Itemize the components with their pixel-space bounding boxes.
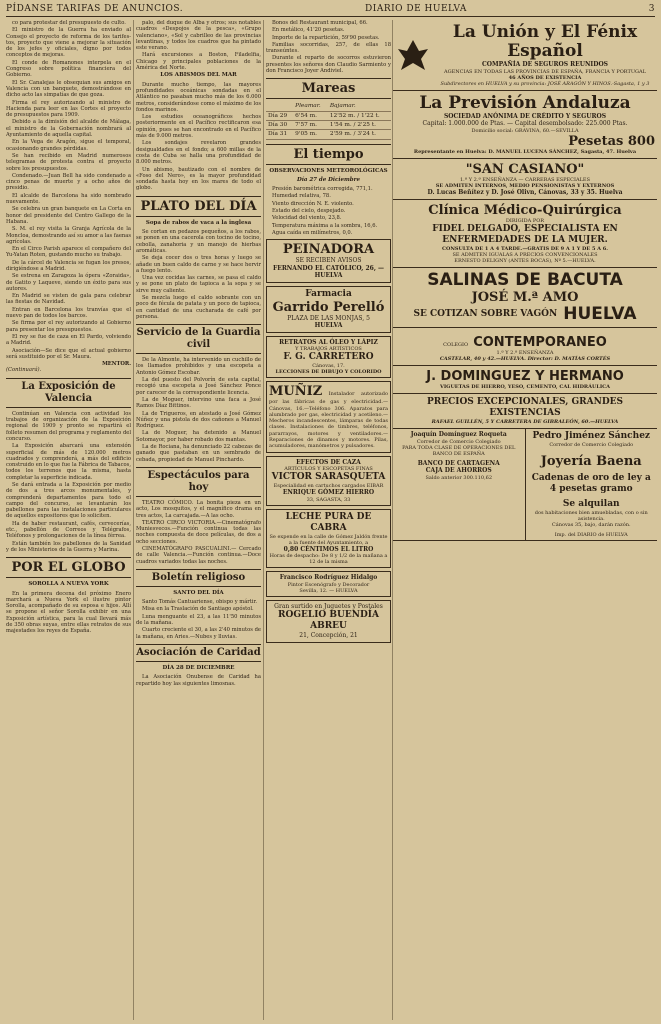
ad-title: PRECIOS EXCEPCIONALES, GRANDES EXISTENCIAS xyxy=(426,397,624,418)
ad-union-fenix xyxy=(393,20,657,91)
ad-line: LECCIONES DE DIBUJO Y COLORIDO xyxy=(275,369,382,376)
ad-salinas xyxy=(393,268,657,328)
ad-line: PARA TODA CLASE DE OPERACIONES DEL BANCO DE ESPAÑA xyxy=(402,444,516,457)
tides-header-row xyxy=(266,102,391,111)
paragraph: co para protestar del presupuesto de culto. xyxy=(12,20,126,26)
paragraph: El Sr. Canalejas le obsequian sus amigos en Valencia con un banquete, demostrándose en dicho acto las simpatías de que goza. xyxy=(6,79,131,99)
tide-cell: 6'54 m. xyxy=(293,111,328,120)
section-subtitle: Sopa de rabos de vaca a la inglesa xyxy=(145,219,252,226)
section-title: La Exposición de Valencia xyxy=(6,378,131,408)
section-title: POR EL GLOBO xyxy=(6,557,131,578)
paragraph: Debido a la dimisión del alcalde de Málaga, el ministro de la Gobernación nombrará al Ayuntamiento de aquella capital. xyxy=(6,119,131,139)
section-text xyxy=(136,500,261,565)
paragraph: Se dará entrada a la Exposición por medio de dos a tres arcos monumentales, y comprenderá departamentos para todo el campo del concurso, se levantarán los pabellones para las instalaciones particulares de aquellos expositores que lo soliciten. xyxy=(6,482,131,520)
paragraph: La de Rociana, ha denunciado 22 cabezas de ganado que pastaban en un sembrado de cebada, propiedad de Manuel Pinchardo. xyxy=(136,444,261,463)
section-title: Espectáculos para hoy xyxy=(136,467,261,497)
ad-line: Domicilio social: GRAVINA, 60.—SEVILLA xyxy=(471,127,579,134)
ad-title: MUÑIZ xyxy=(269,384,323,400)
ad-price: Pesetas 800 xyxy=(568,133,655,149)
section-text xyxy=(136,599,261,640)
paragraph: palo, del duque de Alba y otros; sus notables cuadros «Despojos de la pesca», «Grupo valenciano», «Sol y cabrilleo de las provincias levantinas, y todos los cuadros que ha pintado este verano. xyxy=(136,20,261,52)
paragraph: Durante el reparto de socorros estuvieron presentes los señores don Claudio Sarmiento y don Francisco Joyer Andiviel. xyxy=(266,55,391,75)
paragraph: Se celebra un gran banquete en La Corta en honor del presidente del Centro Gallego de la Habana. xyxy=(6,206,131,225)
ad-address: PLAZA DE LAS MONJAS, 5 xyxy=(287,314,370,322)
column-3 xyxy=(266,20,391,1020)
paragraph: En el Circo Parish aparece el compañero del Yu-Yatan Roten, gustando mucho su trabajo. xyxy=(6,246,131,259)
ad-subtitle: 1.ª Y 2.ª ENSEÑANZA — CARRERAS ESPECIALES xyxy=(460,176,590,183)
section-title: PLATO DEL DÍA xyxy=(136,196,261,217)
paragraph: La del puesto del Polvorín de esta capital, recogió una escopeta a José Sánchez Ponce por carecer de la correspondiente licencia. xyxy=(136,377,261,396)
paragraph: Luna menguante el 23, a las 11'50 minutos de la mañana. xyxy=(136,613,261,627)
section-text xyxy=(136,82,261,192)
paragraph: En Madrid se visten de gala para celebrar las fiestas de Navidad. xyxy=(6,293,131,306)
ad-title: Joaquín Domínguez Roqueta xyxy=(410,431,507,438)
column-1-paragraphs xyxy=(6,20,131,360)
ad-title: La Previsión Andaluza xyxy=(419,92,631,113)
ad-title: PEINADORA xyxy=(282,242,375,258)
ad-subtitle: CAJA DE AHORROS xyxy=(425,467,492,474)
ad-title: La Unión y El Fénix Español xyxy=(452,22,638,61)
section-subtitle: SANTO DEL DÍA xyxy=(173,589,224,596)
ad-line: Subdirectores en HUELVA y su provincia: JOSÉ ARAGÓN Y HINOS.-Sagasta, 1 y 3 xyxy=(440,80,650,87)
paragraph: Hará excursiones a Boston, Filadelfia, Chicago y principales poblaciones de la América del Norte. xyxy=(136,52,261,72)
paragraph: Se han recibido en Madrid numerosos telegramas de protesta contra el proyecto sobre los presupuestos. xyxy=(6,152,131,172)
tide-cell: 9'05 m. xyxy=(293,130,328,139)
ad-subtitle: DIRIGIDA POR xyxy=(505,218,545,224)
ad-line: D. Lucas Beñítez y D. José Olivn, Cánovas, 33 y 35. Huelva xyxy=(427,188,623,196)
ad-pintor xyxy=(266,571,391,597)
paragraph: Cuarto creciente el 30, a las 2'40 minutos de la mañana, en Aries.—Nubes y lluvias. xyxy=(136,627,261,640)
paragraph: En metálico, 41'20 pesetas. xyxy=(272,27,345,34)
ad-retratos xyxy=(266,336,391,379)
ad-title: LECHE PURA DE CABRA xyxy=(285,511,372,533)
header-title: DIARIO DE HUELVA xyxy=(365,4,467,14)
ad-line: SE RECIBEN AVISOS xyxy=(295,257,362,265)
ad-line: ERNESTO DELIGNY (ANTES BOCAS), Nº 5.—HUELVA. xyxy=(454,258,596,264)
ad-title: Joyería Baena xyxy=(540,454,642,469)
ad-line: SE ADMITEN INTERNOS, MEDIO PENSIONISTAS Y EXTERNOS xyxy=(435,182,615,189)
paragraph: Bonos del Restaurant municipal, 66. xyxy=(272,20,368,26)
ad-price: 0,80 CÉNTIMOS EL LITRO xyxy=(283,545,374,553)
ad-name: Garrido Perelló xyxy=(272,299,385,315)
column-2-paragraphs xyxy=(136,20,261,71)
ad-label: COLEGIO xyxy=(443,342,469,348)
ad-name: ENRIQUE GÓMEZ HIERRO xyxy=(282,489,375,497)
paragraph: CINEMATÓGRAFO PASCUALINI.— Cercado de calle Valencia.—Función continua.—Doce cuadros variados todas las noches. xyxy=(136,546,261,565)
ad-column xyxy=(393,20,657,1022)
ad-title: RETRATOS AL ÓLEO Y LÁPIZ xyxy=(279,338,378,346)
signature: MENTOR. xyxy=(102,361,131,368)
section-subtitle: LOS ABISMOS DEL MAR xyxy=(160,72,237,79)
paragraph: Familias socorridas, 257, de ellas 18 transeúntes. xyxy=(266,41,391,55)
paragraph: El ministro de la Guerra ha enviado al Consejo el proyecto de reforma de los tarifes-tos, proyecto que viene a mejorar la situación de los jefes y oficiales, digno por todos conceptos de mejoras. xyxy=(6,27,131,59)
ad-title: Farmacia xyxy=(305,288,352,299)
paragraph: El alcalde de Barcelona ha sido nombrado nuevamente. xyxy=(6,192,131,206)
ad-text: Instalador autorizado por las fábricas de gas y electricidad.—Cánovas, 16.—Teléfono 306. Aparatos para alumbrado por gas, electricidad y acetileno.—Mecheros incandescentes, lámparas de todas clases. Instalaciones de timbres, teléfonos, pararrayos, motores y ventiladores.—Reparaciones de dinamos y motores. Pilas, acumuladores, manómetros y pulsadores. xyxy=(269,391,388,450)
ad-title: Pedro Jiménez Sánchez xyxy=(532,431,651,441)
paragraph: El conde de Romanones interpela en el Congreso sobre política financiera del Gobierno. xyxy=(6,59,131,79)
tide-cell: 1'54 m. / 2'25 t. xyxy=(328,120,391,129)
section-text xyxy=(136,357,261,463)
paragraph: Condenado.—Juan Bell ha sido condenado a cinco penas de muerte y a ocho años de presidio. xyxy=(6,172,131,192)
paragraph: Asociación—Se dice que el actual gobierno será sustituido por el Sr. Maura. xyxy=(6,347,131,360)
ad-line: VIGUETAS DE HIERRO, YESO, CEMENTO, CAL HIDRÁULICA xyxy=(439,384,611,390)
ad-title: SALINAS DE BACUTA xyxy=(427,270,623,290)
paragraph: Una vez cocidas las carnes, se pasa el caldo y se pone un plato de tapioca a la sopa y se sirve muy caliente. xyxy=(136,275,261,294)
column-1 xyxy=(6,20,131,1020)
paragraph: Los estudios oceanográficos hechos posteriormente en el Pacífico rectificaron esa opinión, pues se han encontrado en el Pacífico más de 9.000 metros. xyxy=(136,114,261,140)
paragraph: Se mezcla luego el caldo sobrante con un poco de fécula de patata y un poco de tapioca, en cantidad de una cucharada de café por persona. xyxy=(136,294,261,320)
ad-line: FIDEL DELGADO, ESPECIALISTA EN ENFERMEDADES DE LA MUJER. xyxy=(432,224,618,245)
ad-line: Especialidad en cartuchos cargados EIBAR xyxy=(273,483,384,490)
ad-name: ROGELIO BUENDÍA ABREU xyxy=(278,610,379,632)
paragraph: La de Moguer, intervino una faca a José Ramos Díaz Bittinos. xyxy=(136,396,261,410)
ad-line: AGENCIAS EN TODAS LAS PROVINCIAS DE ESPAÑA, FRANCIA Y PORTUGAL xyxy=(444,68,646,75)
ad-precios xyxy=(393,394,657,429)
section-title: El tiempo xyxy=(266,144,391,165)
ad-subtitle: SOCIEDAD ANÓNIMA DE CRÉDITO Y SEGUROS xyxy=(443,112,607,120)
weather-list xyxy=(266,186,391,236)
tide-header-cell: Pleamar. xyxy=(293,102,328,111)
tide-row xyxy=(266,130,391,139)
ad-pedro-jimenez xyxy=(525,429,658,540)
ad-name: Francisco Rodríguez Hidalgo xyxy=(279,574,378,582)
section-title: Mareas xyxy=(266,78,391,99)
paragraph: Se firma por el rey autorizando al Gobierno para presentar los presupuestos. xyxy=(6,320,131,333)
ad-line: SE ADMITEN IGUALAS A PRECIOS CONVENCIONALES xyxy=(452,252,598,258)
column-2 xyxy=(136,20,261,1020)
paragraph: Agua caída en milímetros, 0,0. xyxy=(272,229,353,236)
paragraph: Entran en Barcelona los tranvías que el nuevo pan de todos los barcos. xyxy=(6,306,131,320)
paragraph: La de Trigueros, en atestado a José Gómez Núñez y una pistola de dos cañones a Manuel Rodríguez. xyxy=(136,410,261,430)
ad-muniz xyxy=(266,381,391,452)
ad-subtitle: 1.ª Y 2.ª ENSEÑANZA xyxy=(496,350,554,356)
column-rule xyxy=(133,20,134,1020)
paragraph: Santo Tomás Cantuariense, obispo y mártir. xyxy=(142,599,258,606)
paragraph: Un abismo, bautizado con el nombre de «Foso del Nero», es la mayor profundidad sondada hasta hoy en los mares de todo el globo. xyxy=(136,166,261,192)
ad-line: Representante en Huelva: D. MANUEL LUCENA SÁNCHEZ, Sagasta, 47. Huelva xyxy=(413,148,637,155)
paragraph: Presión barométrica corregida, 771,1. xyxy=(272,186,373,193)
tide-header-cell xyxy=(266,102,293,111)
paragraph: TEATRO CIRCO VICTORIA.—Cinematógrafo Muniesvecos.—Función continua todas las noches compuesta de doce películas, de dos a ocho secciones. xyxy=(136,519,261,545)
ad-subtitle: ARTÍCULOS Y ESCOPETAS FINAS xyxy=(284,466,373,473)
ad-address: Sevilla, 12. — HUELVA xyxy=(299,587,358,594)
paragraph: El rey se fue de caza en El Pardo, volviendo a Madrid. xyxy=(6,333,131,347)
paragraph: Firma el rey autorizando al ministro de Hacienda para leer en las Cortes el proyecto de presupuestos para 1909. xyxy=(6,99,131,119)
paragraph: De la cárcel de Valencia se fugan los presos, dirigiéndose a Madrid. xyxy=(6,259,131,272)
paragraph: Temperatura máxima a la sombra, 16,6. xyxy=(272,222,378,229)
tide-cell: 12'52 m. / 1'22 t. xyxy=(328,111,391,120)
header-left: PÍDANSE TARIFAS DE ANUNCIOS. xyxy=(6,4,184,14)
ad-joaquin-dominguez xyxy=(393,429,525,540)
ad-line: CASTELAR, 40 y 42.—HUELVA. Director: D. MATÍAS CORTÉS xyxy=(439,356,611,362)
paragraph: Se estrena en Zaragoza la ópera «Zoraida», de Gatito y Laqueve, siendo un éxito para sus autores. xyxy=(6,273,131,292)
tides-body xyxy=(266,111,391,139)
section-text xyxy=(6,411,131,554)
ad-address: 21, Concepción, 21 xyxy=(299,632,358,640)
ad-line: Saldo anterior 300.110,62 xyxy=(425,474,493,481)
tide-cell: Día 29 xyxy=(266,111,293,120)
ad-title: CONTEMPORANEO xyxy=(473,335,607,350)
ad-subtitle: COMPAÑÍA DE SEGUROS REUNIDOS xyxy=(481,61,609,68)
ad-title: J. DOMINGUEZ Y HERMANO xyxy=(426,369,624,384)
paragraph: Se deja cocer dos o tres horas y luego se añade un buen caldo de carne y se hace hervir a fuego lento. xyxy=(136,255,261,274)
paragraph: Humedad relativa, 78. xyxy=(272,193,331,200)
paragraph: TEATRO CÓMICO. La bonita pieza en un acto, Los mosquitos, y el magnífico drama en tres actos, La carcajada.—A las ocho. xyxy=(136,499,261,519)
ad-address: FERNANDO EL CATÓLICO, 26, — HUELVA xyxy=(272,264,385,280)
ad-name: JOSÉ M.ª AMO xyxy=(471,290,579,305)
ad-line: dos habitaciones bien amuebladas, con o sin asistencia. xyxy=(534,510,648,522)
paragraph: Misa en la Traslación de Santiago apóstol. xyxy=(142,606,254,613)
ad-hours: Horas de despacho: De 8 y 1/2 de la mañana a 12 de la misma xyxy=(269,553,388,566)
page-header xyxy=(6,2,655,17)
ad-address: Cánovas, 17. xyxy=(312,363,345,370)
paragraph: Continúan en Valencia con actividad los trabajos de organización de la Exposición regional de 1909 y pronto se repartirá el folleto resumen del programa y reglamento del concurso. xyxy=(6,410,131,442)
paragraph: Estado del cielo, despejado. xyxy=(272,208,346,215)
imprint: Imp. del DIARIO de HUELVA xyxy=(554,532,628,538)
ad-juguetes xyxy=(266,600,391,643)
paragraph: Se cortan en pedazos pequeños, a los rabos, se ponen en una cacerola con tocino de tocino, cebolla, zanahoria y un manojo de hierbas aromáticas. xyxy=(136,229,261,254)
weather-date: Día 27 de Diciembre xyxy=(296,176,361,183)
column-3-paragraphs xyxy=(266,20,391,74)
section-text: En la primera decena del próximo Enero marchará a Nueva York el ilustre pintor Sorolla, acompañado de su esposa e hijos. Allí se propone el señor Sorolla exhibir en una Exposición artística, para la cual llevará más de 350 obras suyas, entre ellas retratos de sus majestades los reyes de España. xyxy=(6,590,131,635)
phoenix-emblem-icon xyxy=(395,37,431,73)
ad-title: Clínica Médico-Quirúrgica xyxy=(428,203,622,218)
ad-title: EFECTOS DE CAZA xyxy=(296,458,361,466)
ad-subtitle: Corredor de Comercio Colegiado xyxy=(416,438,501,445)
page-number: 3 xyxy=(648,4,655,14)
section-title: Asociación de Caridad xyxy=(136,644,261,662)
tide-cell: Día 31 xyxy=(266,130,293,139)
ad-title: Se alquilan xyxy=(562,499,620,509)
section-title: Servicio de la Guardia civil xyxy=(136,324,261,354)
paragraph: Los sondajes revelaron grandes desigualdades en el fondo; a 600 millas de la costa de Cuba se halla una profundidad de 8.000 metros. xyxy=(136,140,261,166)
ad-line: Capital: 1.000.000 de Ptas. — Capital desembolsado: 225.000 Ptas. xyxy=(422,120,628,127)
tides-table xyxy=(266,102,391,139)
ad-peinadora xyxy=(266,239,391,283)
section-subtitle: SOROLLA A NUEVA YORK xyxy=(28,581,109,588)
paragraph: Durante mucho tiempo, las mayores profundidades oceánicas sondadas en el Atlántico no pasaban mucho más de los 6.000 metros, considerándose como el máximo de los fondos marinos. xyxy=(136,81,261,113)
ad-caza xyxy=(266,456,391,506)
ad-address: 33, SAGASTA, 33 xyxy=(306,496,351,503)
ad-city: HUELVA xyxy=(563,304,637,324)
paragraph: Viento dirección N. E. violento. xyxy=(272,200,354,207)
ad-line: 46 AÑOS DE EXISTENCIA xyxy=(508,74,582,81)
paragraph: La de Moguer, ha detenido a Manuel Sotomayor, por haber robado dos mantas. xyxy=(136,430,261,443)
tide-cell: 2'59 m. / 3'24 t. xyxy=(328,130,391,139)
ad-name: F. G. CARRETERO xyxy=(283,352,374,363)
section-text xyxy=(136,229,261,320)
ad-subtitle: Pintor Escenógrafo y Decorador xyxy=(287,581,370,588)
ad-title: "SAN CASIANO" xyxy=(465,161,585,177)
ad-prevision-andaluza xyxy=(393,91,657,159)
paragraph: La Exposición abarcará una extensión superficial de más de 120.000 metros cuadrados y comprenderá, a más del edificio construido en lo que fue la Fábrica de Tabacos, todos los terrenos que la misma, hasta completar la superficie indicada. xyxy=(6,443,131,481)
section-subtitle: OBSERVACIONES METEOROLÓGICAS xyxy=(269,167,388,174)
ad-corredores-row xyxy=(393,429,657,541)
paragraph: Importe de la repartición, 59'90 pesetas. xyxy=(272,34,380,41)
ad-leche xyxy=(266,509,391,569)
ad-line: RAFAEL GUILLÉN, 5 Y CARRETERA DE GIBRALEÓN, 60.—HUELVA xyxy=(431,419,619,425)
ad-city: HUELVA xyxy=(314,322,343,330)
ad-line: SE COTIZAN SOBRE VAGÓN xyxy=(413,309,558,319)
paragraph: Están también los pabellones de la Sanidad y de los Ministerios de la Guerra y Marina. xyxy=(6,540,131,553)
continued-note: (Continuará). xyxy=(6,367,42,374)
ad-line: Cadenas de oro de ley a 4 pesetas gramo xyxy=(531,473,651,494)
ad-line: CONSULTA DE 1 A 4 TARDE.—GRATIS DE 9 A 1 Y DE 5 A 6. xyxy=(441,246,608,252)
ad-clinica xyxy=(393,200,657,268)
section-title: Boletín religioso xyxy=(136,569,261,587)
section-subtitle: DÍA 28 DE DICIEMBRE xyxy=(162,664,235,671)
ad-subtitle: Corredor de Comercio Colegiado xyxy=(549,442,634,448)
paragraph: En la Vega de Aragón, sigue el temporal, ocasionando grandes pérdidas. xyxy=(6,139,131,152)
tide-cell: Día 30 xyxy=(266,120,293,129)
ad-name: VICTOR SARASQUETA xyxy=(271,472,386,483)
ad-subtitle: Y TRABAJOS ARTÍSTICOS xyxy=(295,346,362,353)
ad-farmacia xyxy=(266,286,391,333)
ad-san-casiano xyxy=(393,159,657,201)
paragraph: Ha de haber restaurant, cafés, cervecerías, etc., pabellón de Correos y Telégrafos, Teléfonos y prolongaciones de la línea férrea. xyxy=(6,520,131,540)
paragraph: S. M. el rey visita la Granja Agrícola de la Moncloa, demostrando así su amor a las faenas agrícolas. xyxy=(6,226,131,245)
ad-text: Se expende en la calle de Gómez Jaldón frente a la fuente del Ayuntamiento, a xyxy=(269,533,388,546)
tide-cell: 7'57 m. xyxy=(293,120,328,129)
tide-row xyxy=(266,120,391,129)
ad-dominguez xyxy=(393,366,657,394)
ad-line: Cánovas 35, bajo, darán razón. xyxy=(551,522,631,528)
tide-header-cell: Bajamar. xyxy=(328,102,391,111)
paragraph: Velocidad del viento, 23,8. xyxy=(272,215,342,222)
section-text: La Asociación Onubense de Caridad ha repartido hoy las siguientes limosnas. xyxy=(136,674,261,687)
ad-title: Gran surtido en Juguetes y Postales xyxy=(274,602,383,610)
paragraph: De la Almonte, ha intervenido un cuchillo de los llamados prohibidos y una escopeta a Antonio Gómez Escobar. xyxy=(136,357,261,376)
ad-title: BANCO DE CARTAGENA xyxy=(417,459,500,467)
column-rule xyxy=(263,20,264,1020)
tide-row xyxy=(266,111,391,120)
ad-colegio xyxy=(393,328,657,366)
